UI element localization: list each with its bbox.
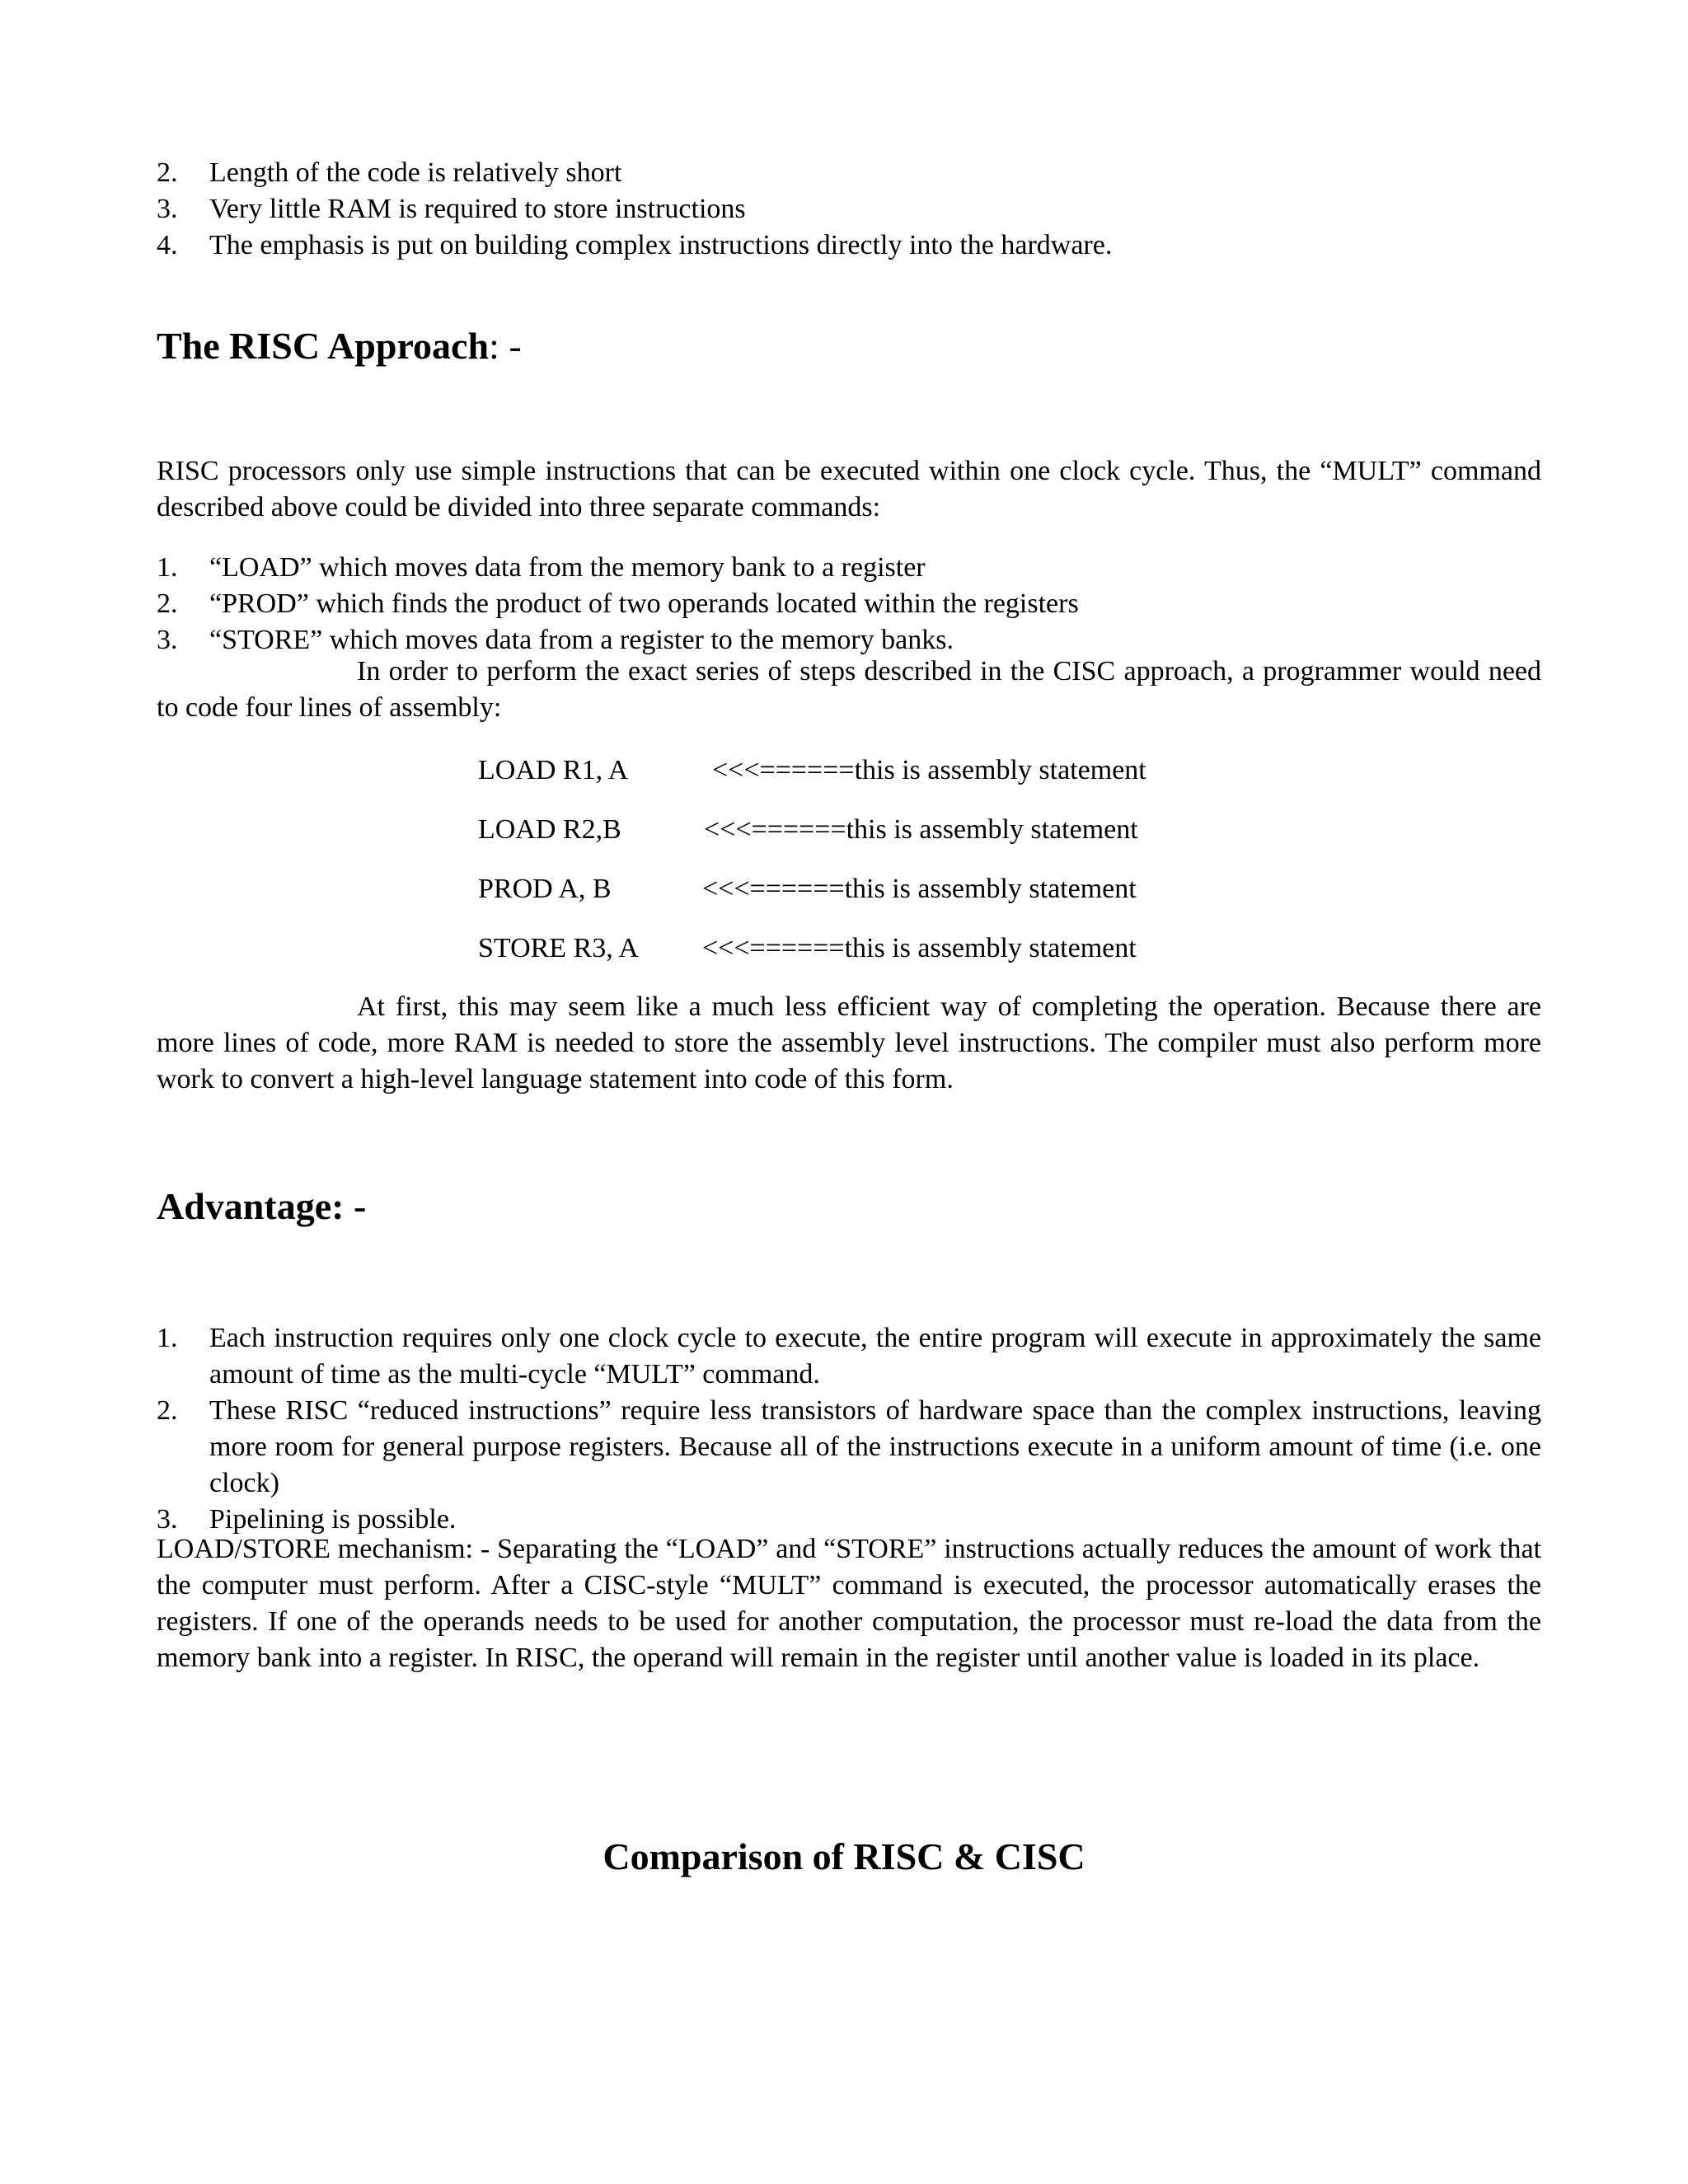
risc-approach-heading: The RISC Approach: - [157, 325, 522, 367]
cisc-feature-list [157, 155, 1541, 264]
list-item: 2. Length of the code is relatively short [157, 157, 622, 188]
list-item: 2. “PROD” which finds the product of two operands located within the registers [157, 588, 1079, 619]
list-item: 1. “LOAD” which moves data from the memory bank to a register [157, 552, 926, 583]
comparison-heading: Comparison of RISC & CISC [603, 1835, 1085, 1877]
risc-intro-paragraph: RISC processors only use simple instructions that can be executed within one clock cycle. Thus, the “MULT” command described above could be divided into three separate commands: [157, 456, 1541, 523]
risc-command-list [157, 550, 1541, 658]
assembly-line: LOAD R1, A <<<======this is assembly statement [478, 755, 1146, 785]
assembly-intro-paragraph: In order to perform the exact series of steps described in the CISC approach, a programmer would need to code four lines of assembly: [157, 656, 1541, 723]
list-item: 3. “STORE” which moves data from a register to the memory banks. [157, 625, 954, 655]
list-item: 1. Each instruction requires only one clock cycle to execute, the entire program will execute in approximately the same amount of time as the multi-cycle “MULT” command. [157, 1323, 1541, 1390]
advantage-heading: Advantage: - [157, 1185, 367, 1227]
efficiency-paragraph: At first, this may seem like a much less efficient way of completing the operation. Because there are more lines of code, more RAM is needed to store the assembly level instructions. The compiler must also perform more work to convert a high-level language statement into code of this form. [157, 991, 1541, 1094]
load-store-paragraph: LOAD/STORE mechanism: - Separating the “LOAD” and “STORE” instructions actually reduces the amount of work that the computer must perform. After a CISC-style “MULT” command is executed, the processor automatically erases the registers. If one of the operands needs to be used for another computation, the processor must re-load the data from the memory bank into a register. In RISC, the operand will remain in the register until another value is loaded in its place. [157, 1534, 1541, 1673]
assembly-line: PROD A, B <<<======this is assembly statement [478, 874, 1137, 904]
list-item: 4. The emphasis is put on building complex instructions directly into the hardware. [157, 230, 1113, 260]
assembly-line: STORE R3, A <<<======this is assembly statement [478, 933, 1137, 963]
advantage-list [157, 1320, 1541, 1538]
list-item: 2. These RISC “reduced instructions” require less transistors of hardware space than the complex instructions, leaving more room for general purpose registers. Because all of the instructions execute in a uniform amount of time (i.e. one clock) [157, 1395, 1541, 1498]
list-item: 3. Very little RAM is required to store instructions [157, 194, 746, 224]
list-item: 3. Pipelining is possible. [157, 1504, 457, 1535]
assembly-line: LOAD R2,B <<<======this is assembly statement [478, 814, 1138, 845]
